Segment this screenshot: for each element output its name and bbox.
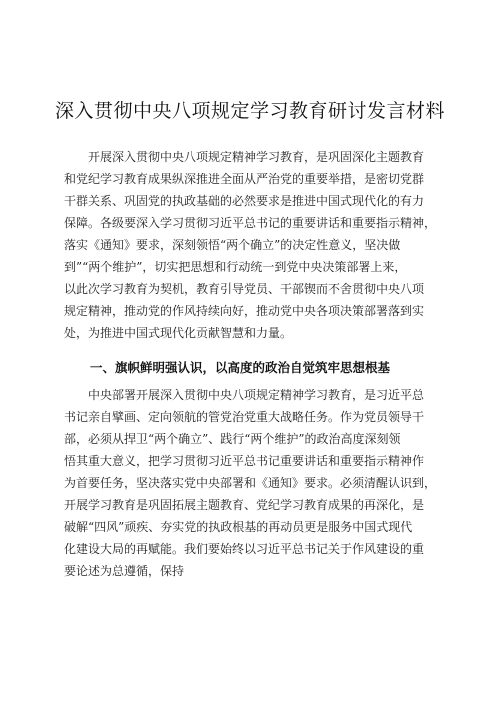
paragraph-line: 保障。各级要深入学习贯彻习近平总书记的重要讲话和重要指示精神， xyxy=(64,216,437,230)
document-title: 深入贯彻中央八项规定学习教育研讨发言材料 xyxy=(54,100,445,122)
paragraph-2 xyxy=(64,384,448,582)
paragraph-line: 为首要任务，坚决落实党中央部署和《通知》要求。必须清醒认识到， xyxy=(64,476,437,490)
section-heading-1: 一、旗帜鲜明强认识，以高度的政治自觉筑牢思想根基 xyxy=(90,360,391,375)
paragraph-1 xyxy=(64,146,448,344)
paragraph-line: 开展深入贯彻中央八项规定精神学习教育，是巩固深化主题教育 xyxy=(64,150,425,164)
paragraph-line: 规定精神，推动党的作风持续向好，推动党中央各项决策部署落到实 xyxy=(64,304,425,318)
paragraph-line: 书记亲自擘画、定向领航的管党治党重大战略任务。作为党员领导干 xyxy=(64,410,425,424)
paragraph-line: 部，必须从捍卫“两个确立”、践行“两个维护”的政治高度深刻领 xyxy=(64,432,401,446)
paragraph-line: 处，为推进中国式现代化贡献智慧和力量。 xyxy=(64,326,293,340)
paragraph-line: 破解“四风”顽疾、夯实党的执政根基的再动员更是服务中国式现代 xyxy=(64,520,413,534)
paragraph-line: 以此次学习教育为契机，教育引导党员、干部锲而不舍贯彻中央八项 xyxy=(64,282,425,296)
paragraph-line: 化建设大局的再赋能。我们要始终以习近平总书记关于作风建设的重 xyxy=(64,542,425,556)
paragraph-line: 中央部署开展深入贯彻中央八项规定精神学习教育，是习近平总 xyxy=(64,388,425,402)
paragraph-line: 干群关系、巩固党的执政基础的必然要求是推进中国式现代化的有力 xyxy=(64,194,425,208)
paragraph-line: 到”“两个维护”，切实把思想和行动统一到党中央决策部署上来， xyxy=(64,260,407,274)
paragraph-line: 要论述为总遵循，保持 xyxy=(64,564,185,578)
paragraph-line: 落实《通知》要求，深刻领悟“两个确立”的决定性意义，坚决做 xyxy=(64,238,401,252)
paragraph-line: 和党纪学习教育成果纵深推进全面从严治党的重要举措，是密切党群 xyxy=(64,172,425,186)
paragraph-line: 悟其重大意义，把学习贯彻习近平总书记重要讲话和重要指示精神作 xyxy=(64,454,425,468)
paragraph-line: 开展学习教育是巩固拓展主题教育、党纪学习教育成果的再深化，是 xyxy=(64,498,425,512)
